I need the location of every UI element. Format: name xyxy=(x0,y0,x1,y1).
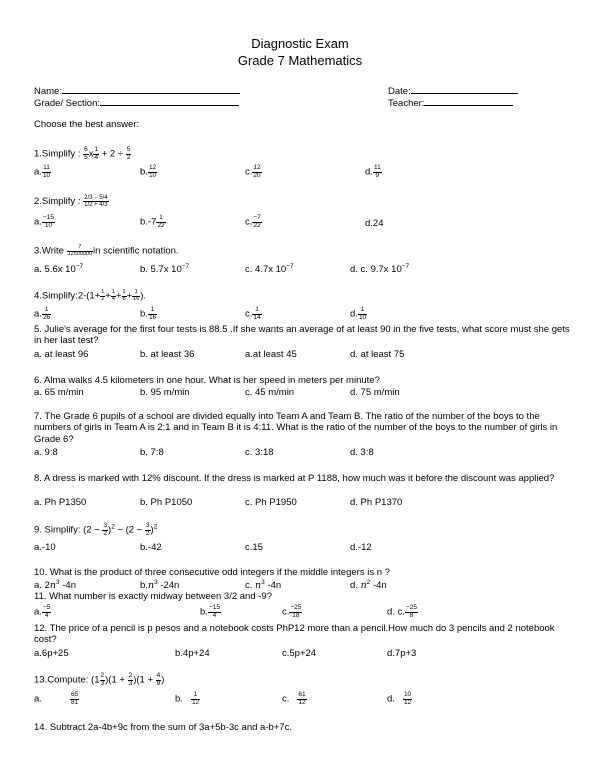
q11-option-a[interactable]: a. $\frac{-5}{4}$ xyxy=(34,604,51,619)
instructions: Choose the best answer: xyxy=(34,119,140,130)
q5-option-a[interactable]: a. at least 96 xyxy=(34,349,89,360)
q10-option-a[interactable]: a. $2n^3$ -4n xyxy=(34,579,76,592)
q6-option-b[interactable]: b. 95 m/min xyxy=(140,387,190,398)
q8-option-a[interactable]: a. Ph P1350 xyxy=(34,497,87,508)
q8-option-d[interactable]: d. Ph P1370 xyxy=(350,497,403,508)
q8-stem: 8. A dress is marked with 12% discount. If the dress is marked at P 1188, how much was it before the discount was applied? xyxy=(34,473,555,484)
q11-option-d[interactable]: d. c. $\frac{-25}{8}$ xyxy=(387,604,417,619)
q9-option-a[interactable]: a.-10 xyxy=(34,542,56,553)
q12-stem: 12. The price of a pencil is p pesos and a notebook costs PhP12 more than a pencil.How much do 3 pencils and 2 notebook cost? xyxy=(34,623,555,646)
q2-option-a[interactable]: a. $\frac{-15}{10}$ xyxy=(34,214,54,229)
date-blank xyxy=(411,84,518,94)
q13-option-c[interactable]: c. $\frac{61}{12}$ xyxy=(282,691,306,706)
q14-stem: 14. Subtract 2a-4b+9c from the sum of 3a+5b-3c and a-b+7c. xyxy=(34,722,292,733)
q7-option-a[interactable]: a. 9:8 xyxy=(34,447,58,458)
q2-stem: 2.Simplify : $\frac{2/3 - 5/4}{1/2 + 4/3}$ xyxy=(34,195,108,208)
q5-option-c[interactable]: a.at least 45 xyxy=(245,349,297,360)
grade-section-line xyxy=(34,96,239,110)
q4-option-a[interactable]: a. $\frac{1}{26}$ xyxy=(34,306,51,321)
q13-option-a[interactable]: a. $\frac{65}{81}$ xyxy=(34,691,79,706)
q10-stem: 10. What is the product of three consecutive odd integers if the middle integers is n ? xyxy=(34,567,390,578)
grade-section-blank xyxy=(100,96,239,106)
q4-option-d[interactable]: d. $\frac{1}{10}$ xyxy=(350,306,367,321)
q12-option-a[interactable]: a.6p+25 xyxy=(34,648,69,659)
q7-option-c[interactable]: c. 3:18 xyxy=(245,447,274,458)
q6-option-d[interactable]: d. 75 m/min xyxy=(350,387,400,398)
exam-subtitle: Grade 7 Mathematics xyxy=(237,53,363,68)
q1-option-b[interactable]: b. $\frac{12}{10}$ xyxy=(140,164,157,179)
q3-option-b[interactable]: b. 5.7x $10^{-7}$ xyxy=(140,263,190,276)
q10-option-d[interactable]: d. $n^2$ -4n xyxy=(350,579,387,592)
q3-option-c[interactable]: c. 4.7x $10^{-7}$ xyxy=(245,263,294,276)
q3-stem: 3.Write $\frac{7}{12500000}$ in scientific notation. xyxy=(34,244,179,257)
exam-title: Diagnostic Exam xyxy=(251,36,349,51)
teacher-blank xyxy=(424,96,513,106)
q6-stem: 6. Alma walks 4.5 kilometers in one hour. What is her speed in meters per minute? xyxy=(34,375,380,386)
q13-option-d[interactable]: d. $\frac{10}{12}$ xyxy=(387,691,412,706)
q11-option-c[interactable]: c. $\frac{-25}{18}$ xyxy=(282,604,302,619)
q1-option-a[interactable]: a. $\frac{11}{10}$ xyxy=(34,164,51,179)
q9-option-c[interactable]: c.15 xyxy=(245,542,263,553)
q8-option-b[interactable]: b. Ph P1050 xyxy=(140,497,193,508)
q2-option-d[interactable]: d.24 xyxy=(365,218,384,229)
q13-stem: 13.Compute: (1 $\frac{2}{3}$ )(1 + $\frac{2}{3}$ )(1 + $\frac{4}{9}$ ) xyxy=(34,672,165,687)
q6-option-a[interactable]: a. 65 m/min xyxy=(34,387,84,398)
teacher-label: Teacher: xyxy=(388,98,425,109)
q8-option-c[interactable]: c. Ph P1950 xyxy=(245,497,297,508)
q9-stem: 9. Simplify: (2 − $\frac{3}{2}$ )$^2$ − (2 − $\frac{3}{2}$ )$^2$ xyxy=(34,522,158,537)
q3-option-d[interactable]: d. c. 9.7x $10^{-7}$ xyxy=(350,263,410,276)
q2-option-b[interactable]: b.-7 $\frac{1}{22}$ xyxy=(140,214,165,229)
name-label: Name: xyxy=(34,86,62,97)
q9-option-d[interactable]: d.-12 xyxy=(350,542,372,553)
q4-option-c[interactable]: c. $\frac{1}{14}$ xyxy=(245,306,261,321)
date-label: Date: xyxy=(388,86,411,97)
q4-stem: 4.Simplify:2-(1+ $\frac{1}{2}$ + $\frac{1}{4}$ + $\frac{1}{8}$ + $\frac{1}{16}$ ). xyxy=(34,289,147,302)
q1-stem: 1.Simplify : $\frac{6}{5}$ x $\frac{1}{4}$ + 2 ÷ $\frac{5}{2}$ xyxy=(34,146,131,161)
name-blank xyxy=(62,84,240,94)
q3-option-a[interactable]: a. 5.6x $10^{-7}$ xyxy=(34,263,84,276)
q11-option-b[interactable]: b. $\frac{-15}{4}$ xyxy=(200,604,220,619)
teacher-line xyxy=(388,96,513,110)
q1-prefix: 1.Simplify : xyxy=(34,148,81,160)
q10-option-b[interactable]: $b.n^3$ -24n xyxy=(140,579,180,592)
q7-option-d[interactable]: d. 3:8 xyxy=(350,447,374,458)
q6-option-c[interactable]: c. 45 m/min xyxy=(245,387,295,398)
q1-option-d[interactable]: d. $\frac{11}{9}$ xyxy=(365,164,381,179)
q10-option-c[interactable]: c. $n^3$ -4n xyxy=(245,579,282,592)
q7-stem: 7. The Grade 6 pupils of a school are divided equally into Team A and Team B. The ratio of the number of the boys to the numbers of girls in Team A is 2:1 and in Team B it is 4:11. What is the ratio of the number of the boys to the number of girls in Grade 6? xyxy=(34,411,558,445)
q12-option-c[interactable]: c.5p+24 xyxy=(282,648,317,659)
q5-stem: 5. Julie's average for the first four tests is 88.5 .If she wants an average of at least 90 in the five tests, what score must she gets in her last test? xyxy=(34,324,570,347)
q7-option-b[interactable]: b. 7:8 xyxy=(140,447,164,458)
q1-option-c[interactable]: c. $\frac{12}{20}$ xyxy=(245,164,261,179)
q11-stem: 11. What number is exactly midway between 3/2 and -9? xyxy=(34,591,272,602)
grade-section-label: Grade/ Section: xyxy=(34,98,101,109)
q12-option-b[interactable]: b.4p+24 xyxy=(175,648,210,659)
q9-option-b[interactable]: b.-42 xyxy=(140,542,162,553)
q5-option-d[interactable]: d. at least 75 xyxy=(350,349,405,360)
q12-option-d[interactable]: d.7p+3 xyxy=(387,648,417,659)
q13-option-b[interactable]: b. $\frac{1}{12}$ xyxy=(175,691,200,706)
q5-option-b[interactable]: b. at least 36 xyxy=(140,349,195,360)
q2-option-c[interactable]: c. $\frac{-7}{22}$ xyxy=(245,214,261,229)
q4-option-b[interactable]: b. $\frac{1}{16}$ xyxy=(140,306,157,321)
